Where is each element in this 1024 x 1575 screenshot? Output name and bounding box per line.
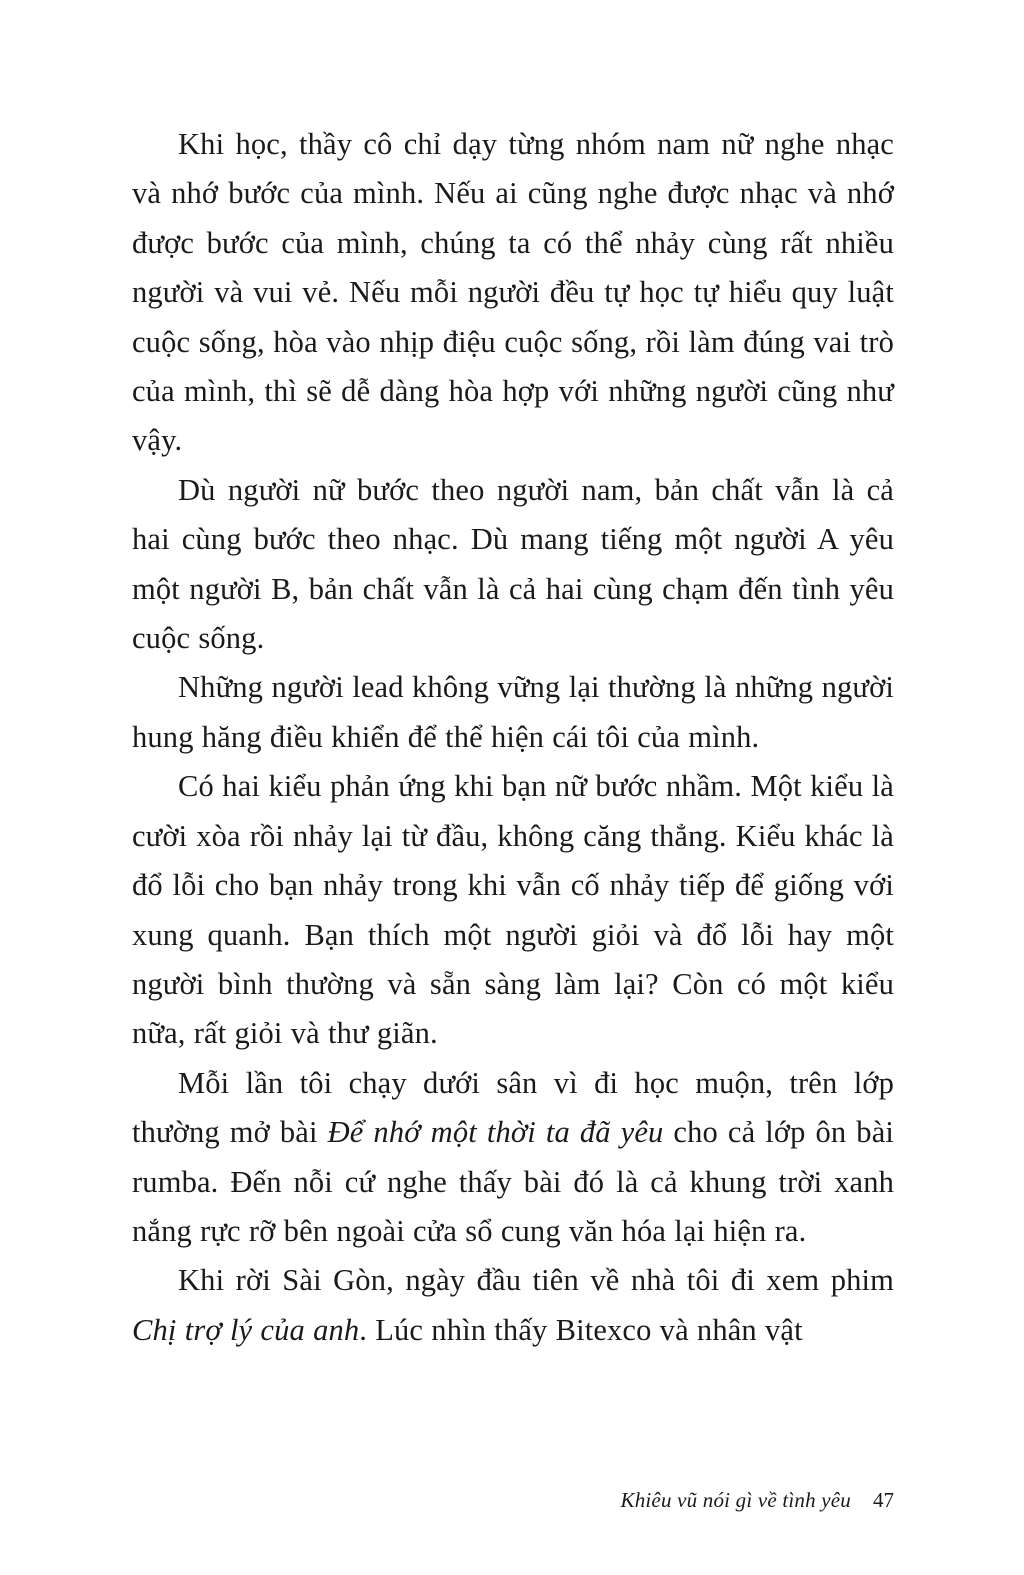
text-run: Những người lead không vững lại thường là những người hung hăng điều khiển để thể hiện cái tôi của mình. [132, 670, 894, 754]
paragraph [132, 663, 894, 762]
paragraph [132, 466, 894, 664]
paragraph [132, 1256, 894, 1355]
page-body [132, 120, 894, 1355]
text-run: Khi rời Sài Gòn, ngày đầu tiên về nhà tôi đi xem phim [178, 1263, 894, 1298]
text-run: cho cả lớp ôn bài rumba. Đến nỗi cứ nghe thấy bài đó là cả khung trời xanh nắng rực rỡ bên ngoài cửa sổ cung văn hóa lại hiện ra. [132, 1115, 895, 1248]
text-run: Dù người nữ bước theo người nam, bản chất vẫn là cả hai cùng bước theo nhạc. Dù mang tiếng một người A yêu một người B, bản chất vẫn là cả hai cùng chạm đến tình yêu cuộc sống. [132, 472, 894, 656]
text-run: Khi học, thầy cô chỉ dạy từng nhóm nam nữ nghe nhạc và nhớ bước của mình. Nếu ai cũng nghe được nhạc và nhớ được bước của mình, chúng ta có thể nhảy cùng rất nhiều người và vui vẻ. Nếu mỗi người đều tự học tự hiểu quy luật cuộc sống, hòa vào nhịp điệu cuộc sống, rồi làm đúng vai trò của mình, thì sẽ dễ dàng hòa hợp với những người cũng như vậy. [132, 127, 894, 458]
running-title: Khiêu vũ nói gì về tình yêu [620, 1488, 851, 1512]
paragraph [132, 120, 894, 466]
paragraph [132, 1059, 894, 1257]
page-number: 47 [873, 1488, 894, 1512]
italic-title: Chị trợ lý của anh [132, 1312, 360, 1347]
paragraph [132, 762, 894, 1058]
text-run: . Lúc nhìn thấy Bitexco và nhân vật [359, 1312, 803, 1347]
text-run: Có hai kiểu phản ứng khi bạn nữ bước nhầm. Một kiểu là cười xòa rồi nhảy lại từ đầu, không căng thẳng. Kiểu khác là đổ lỗi cho bạn nhảy trong khi vẫn cố nhảy tiếp để giống với xung quanh. Bạn thích một người giỏi và đổ lỗi hay một người bình thường và sẵn sàng làm lại? Còn có một kiểu nữa, rất giỏi và thư giãn. [132, 769, 894, 1051]
page-footer [132, 1488, 894, 1513]
italic-title: Để nhớ một thời ta đã yêu [327, 1115, 664, 1150]
text-run: Mỗi lần tôi chạy dưới sân vì đi học muộn, trên lớp thường mở bài [132, 1065, 894, 1150]
